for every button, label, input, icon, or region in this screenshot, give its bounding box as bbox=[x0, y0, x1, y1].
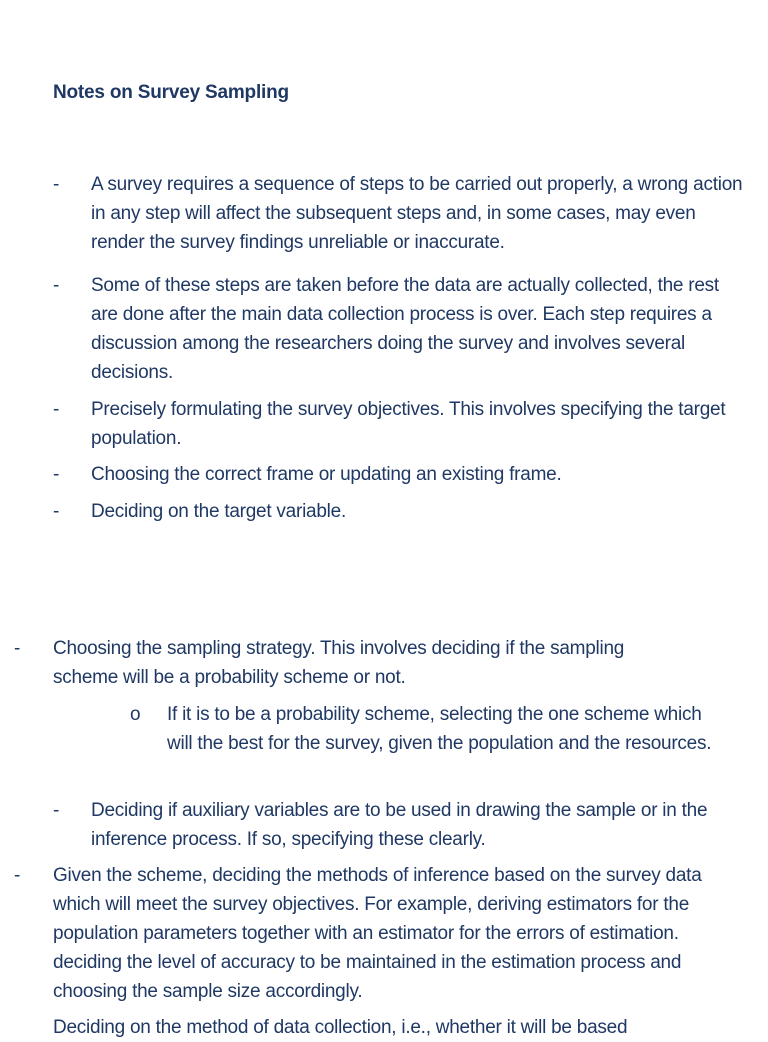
bullet-dash-icon: - bbox=[53, 174, 60, 195]
list-item bbox=[53, 796, 753, 854]
bullet-dash-icon: - bbox=[53, 464, 60, 485]
bullet-dash-icon: - bbox=[14, 865, 21, 886]
list-item-text: Choosing the correct frame or updating an existing frame. bbox=[91, 464, 562, 485]
bullet-dash-icon: - bbox=[53, 501, 60, 522]
bullet-dash-icon: - bbox=[14, 638, 21, 659]
bullet-circle-icon: o bbox=[130, 704, 141, 725]
sub-list-item bbox=[130, 700, 730, 787]
document-title: Notes on Survey Sampling bbox=[53, 82, 289, 103]
list-item-text: Deciding on the method of data collection, i.e., whether it will be based bbox=[53, 1017, 628, 1038]
list-item bbox=[53, 170, 753, 257]
list-item bbox=[14, 634, 734, 692]
list-item-text: A survey requires a sequence of steps to be carried out properly, a wrong action in any step will affect the subsequent steps and, in some cases, may even render the survey findings unreliable or inaccurate. bbox=[91, 174, 743, 253]
list-item bbox=[53, 497, 753, 526]
list-item bbox=[53, 460, 753, 489]
list-item-text: Some of these steps are taken before the data are actually collected, the rest are done after the main data collection process is over. Each step requires a discussion among the researchers doing the survey and involves several decisions. bbox=[91, 275, 719, 383]
list-item-text: Given the scheme, deciding the methods of inference based on the survey data which will meet the survey objectives. For example, deriving estimators for the population parameters together with an estimator for the errors of estimation. deciding the level of accuracy to be maintained in the estimation process and choosing the sample size accordingly. bbox=[53, 865, 702, 1002]
list-item-text: Choosing the sampling strategy. This involves deciding if the sampling scheme will be a probability scheme or not. bbox=[53, 638, 625, 688]
list-item-text: Precisely formulating the survey objectives. This involves specifying the target population. bbox=[91, 399, 726, 449]
list-item bbox=[53, 271, 753, 387]
bullet-dash-icon: - bbox=[53, 800, 60, 821]
list-item-text: Deciding if auxiliary variables are to be used in drawing the sample or in the inference process. If so, specifying these clearly. bbox=[91, 800, 708, 850]
list-item bbox=[14, 861, 734, 1006]
list-item bbox=[53, 395, 753, 453]
list-item-text: Deciding on the target variable. bbox=[91, 501, 346, 522]
bullet-dash-icon: - bbox=[53, 399, 60, 420]
list-item-text: If it is to be a probability scheme, selecting the one scheme which will the best for the survey, given the population and the resources. bbox=[167, 704, 712, 754]
bullet-dash-icon: - bbox=[53, 275, 60, 296]
